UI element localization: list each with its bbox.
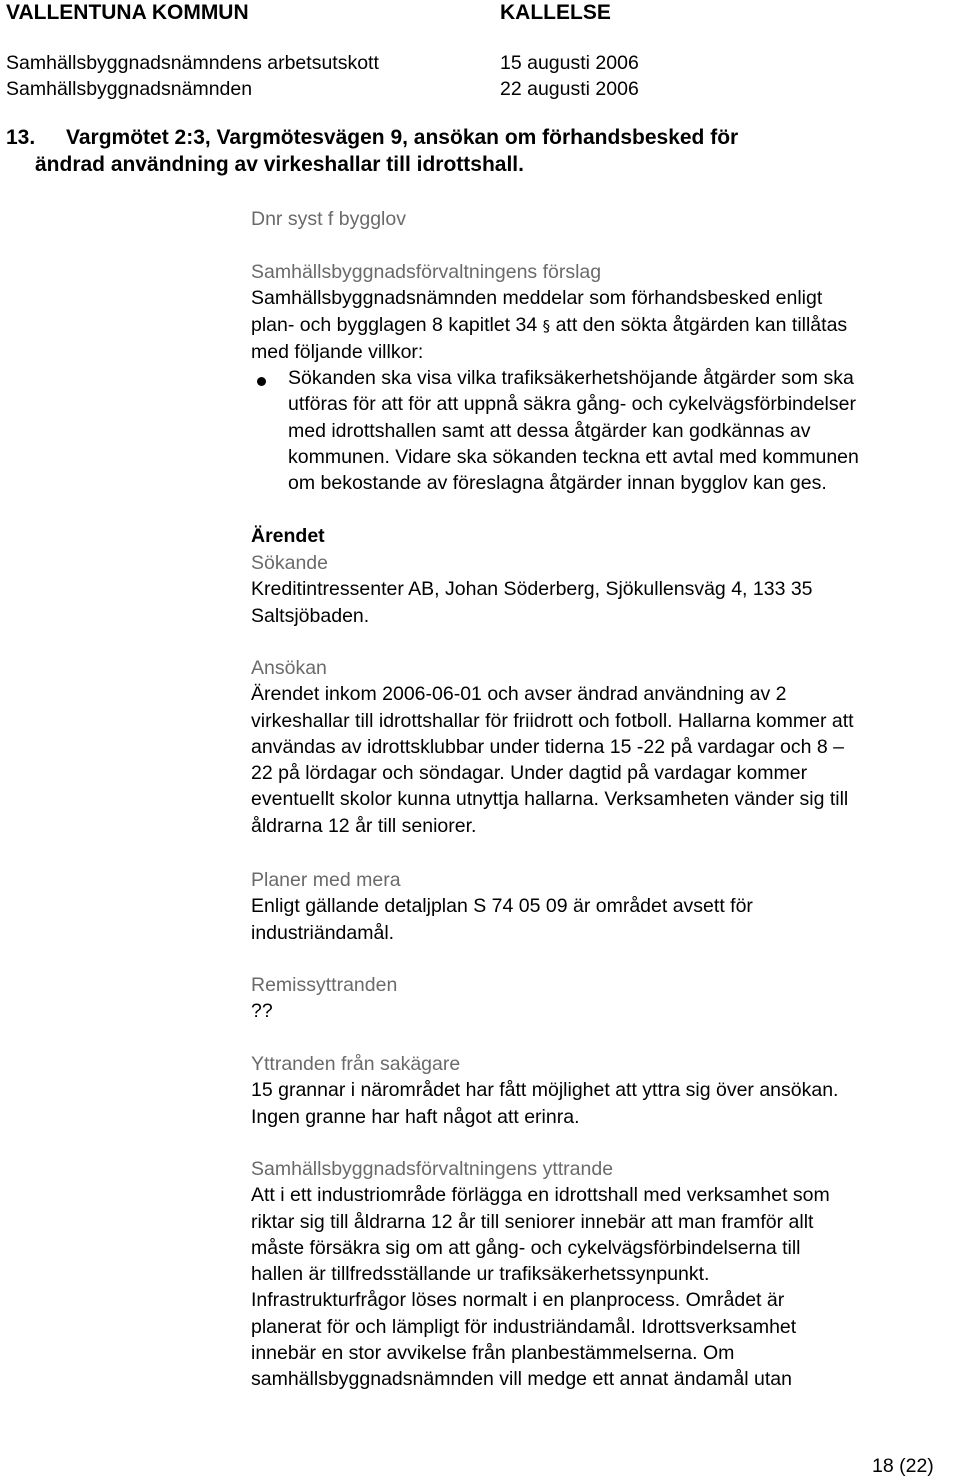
meeting-date-2: 22 augusti 2006 xyxy=(500,78,639,100)
statement-line: innebär en stor avvikelse från planbestämmelserna. Om xyxy=(251,1342,735,1365)
application-heading: Ansökan xyxy=(251,657,327,679)
referrals-section xyxy=(251,972,397,1025)
application-line: användas av idrottsklubbar under tiderna 15 -22 på vardagar och 8 – xyxy=(251,735,844,758)
proposal-heading: Samhällsbyggnadsförvaltningens förslag xyxy=(251,261,602,283)
application-line: åldrarna 12 år till seniorer. xyxy=(251,814,477,837)
section-sign: § xyxy=(542,316,551,335)
meeting-body-2: Samhällsbyggnadsnämnden xyxy=(6,78,253,100)
statement-line: Infrastrukturfrågor löses normalt i en planprocess. Området är xyxy=(251,1289,785,1312)
proposal-section xyxy=(251,259,847,365)
meeting-body-1: Samhällsbyggnadsnämndens arbetsutskott xyxy=(6,52,379,74)
statement-line: måste försäkra sig om att gång- och cykelvägsförbindelserna till xyxy=(251,1236,801,1259)
condition-line: med idrottshallen samt att dessa åtgärder kan godkännas av xyxy=(288,419,811,442)
document-type: KALLELSE xyxy=(500,1,611,24)
condition-bullet xyxy=(288,365,859,496)
plans-heading: Planer med mera xyxy=(251,869,401,891)
applicant-section xyxy=(251,550,813,629)
statement-heading: Samhällsbyggnadsförvaltningens yttrande xyxy=(251,1158,614,1180)
statement-line: Att i ett industriområde förlägga en idrottshall med verksamhet som xyxy=(251,1184,830,1207)
meeting-date-1: 15 augusti 2006 xyxy=(500,52,639,74)
dnr-reference: Dnr syst f bygglov xyxy=(251,208,406,230)
applicant-line: Saltsjöbaden. xyxy=(251,604,370,627)
application-line: eventuellt skolor kunna utnyttja hallarna. Verksamheten vänder sig till xyxy=(251,788,849,811)
plans-line: industriändamål. xyxy=(251,921,395,944)
proposal-line-2b: att den sökta åtgärden kan tillåtas xyxy=(555,313,848,336)
neighbours-section xyxy=(251,1051,838,1130)
condition-line: utföras för att för att uppnå säkra gång- och cykelvägsförbindelser xyxy=(288,393,856,416)
application-section xyxy=(251,655,854,839)
applicant-line: Kreditintressenter AB, Johan Söderberg, Sjökullensväg 4, 133 35 xyxy=(251,578,813,601)
plans-section xyxy=(251,867,753,946)
applicant-heading: Sökande xyxy=(251,552,328,574)
proposal-line-3: med följande villkor: xyxy=(251,340,424,363)
proposal-line-2 xyxy=(251,312,847,339)
neighbours-line: Ingen granne har haft något att erinra. xyxy=(251,1105,580,1128)
condition-line: kommunen. Vidare ska sökanden teckna ett avtal med kommunen xyxy=(288,445,859,468)
referrals-text: ?? xyxy=(251,1000,273,1023)
statement-line: hallen är tillfredsställande ur trafiksäkerhetssynpunkt. xyxy=(251,1263,710,1286)
condition-line: Sökanden ska visa vilka trafiksäkerhetshöjande åtgärder som ska xyxy=(288,367,854,389)
statement-line: planerat för och lämpligt för industriändamål. Idrottsverksamhet xyxy=(251,1315,797,1338)
statement-line: samhällsbyggnadsnämnden vill medge ett annat ändamål utan xyxy=(251,1368,792,1391)
application-line: Ärendet inkom 2006-06-01 och avser ändrad användning av 2 xyxy=(251,683,787,706)
page-number: 18 (22) xyxy=(872,1455,934,1477)
proposal-line-1: Samhällsbyggnadsnämnden meddelar som förhandsbesked enligt xyxy=(251,287,823,310)
application-line: 22 på lördagar och söndagar. Under dagtid på vardagar kommer xyxy=(251,762,808,785)
statement-line: riktar sig till åldrarna 12 år till seniorer innebär att man framför allt xyxy=(251,1210,814,1233)
item-number: 13. xyxy=(6,126,36,149)
referrals-heading: Remissyttranden xyxy=(251,974,398,996)
org-name: VALLENTUNA KOMMUN xyxy=(6,1,249,24)
neighbours-line: 15 grannar i närområdet har fått möjlighet att yttra sig över ansökan. xyxy=(251,1079,839,1102)
case-heading: Ärendet xyxy=(251,525,325,547)
bullet-icon xyxy=(257,377,266,386)
item-title-line-1: Vargmötet 2:3, Vargmötesvägen 9, ansökan om förhandsbesked för xyxy=(66,126,739,149)
statement-section xyxy=(251,1156,830,1393)
application-line: virkeshallar till idrottshallar för friidrott och fotboll. Hallarna kommer att xyxy=(251,709,854,732)
neighbours-heading: Yttranden från sakägare xyxy=(251,1053,461,1075)
plans-line: Enligt gällande detaljplan S 74 05 09 är området avsett för xyxy=(251,895,753,918)
item-title-line-2: ändrad användning av virkeshallar till idrottshall. xyxy=(35,153,524,176)
proposal-line-2a: plan- och bygglagen 8 kapitlet 34 xyxy=(251,313,538,336)
condition-line: om bekostande av föreslagna åtgärder innan bygglov kan ges. xyxy=(288,472,827,495)
